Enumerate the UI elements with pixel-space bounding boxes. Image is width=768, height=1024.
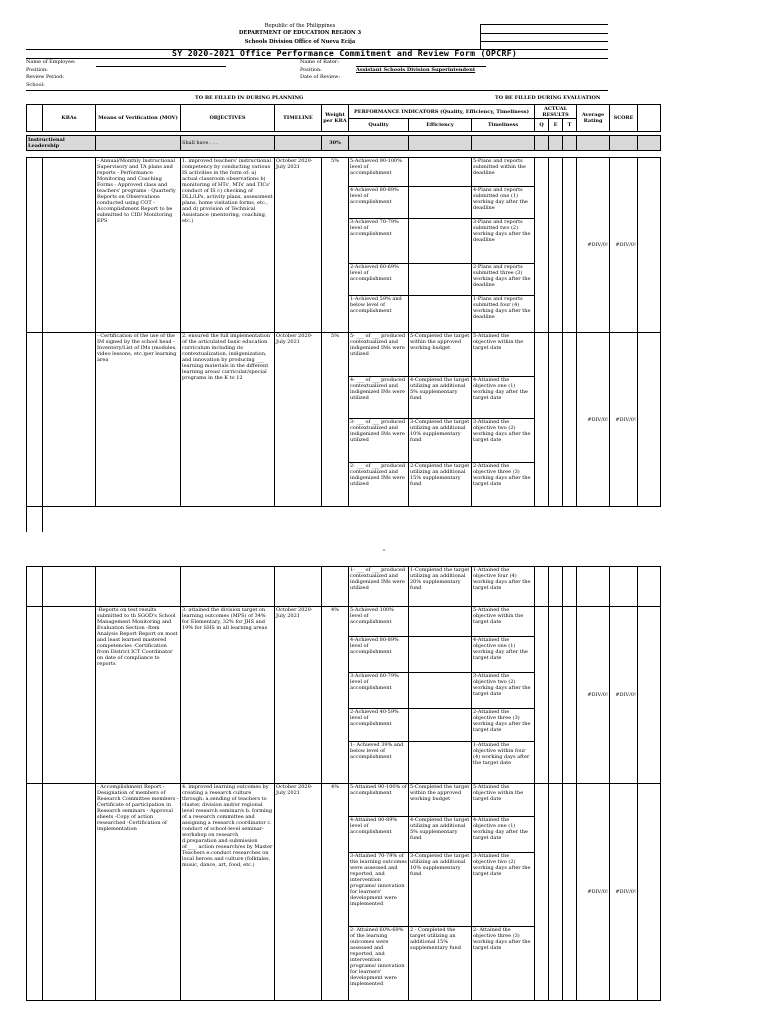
timeliness-cell: 2-Attained the objective three (3) working days after the target date: [472, 463, 535, 507]
kra-objective: Shall have . . .: [181, 136, 275, 151]
timeline-cell: October 2020-July 2021: [275, 158, 322, 333]
average-value: #DIV/0!: [577, 158, 610, 333]
quality-cell: 1- Achieved 39% and below level of accomplishment: [349, 742, 409, 784]
kra-cell: [96, 136, 181, 151]
page-marker: [383, 549, 385, 551]
col-average: Average Rating: [577, 105, 610, 132]
quality-cell: 3-Attained 70-79% of the learning outcomes were assessed and reported, and intervention programs/ innovation for learners' development were implemented: [349, 853, 409, 927]
efficiency-cell: 4-Completed the target utilizing an additional 5% supplementary fund: [409, 377, 472, 419]
mov-cell: - Accomplishment Report - Designation of members of Research Committee members - Certificate of participation in Research seminars - Approval sheets -Copy of action researched -Certification of implementation: [96, 784, 181, 1001]
employee-field[interactable]: [96, 66, 226, 67]
weight-cell: 4%: [322, 784, 349, 1001]
t-input[interactable]: [563, 567, 577, 607]
col-objectives: OBJECTIVES: [181, 105, 275, 132]
kra-cell: [638, 136, 661, 151]
quality-cell: 5- ___ of ___ produced contextualized and indigenized IMs were utilized: [349, 333, 409, 377]
form-title: SY 2020-2021 Office Performance Commitment and Review Form (OPCRF): [172, 48, 518, 58]
kra-cell: [610, 136, 638, 151]
score-value: [610, 567, 638, 607]
kra-cell: [43, 158, 96, 333]
col-mov: Means of Verification (MOV): [96, 105, 181, 132]
col-e: E: [549, 119, 563, 132]
efficiency-cell: 1-Completed the target utilizing an additional 20% supplementary fund: [409, 567, 472, 607]
average-value: #DIV/0!: [577, 333, 610, 507]
score-value: #DIV/0!: [610, 607, 638, 784]
timeliness-cell: 1-Attained the objective within four (4) working days after the target date: [472, 742, 535, 784]
kra-cell: [43, 333, 96, 507]
timeline-cell: October 2020-July 2021: [275, 333, 322, 507]
blank-cell: [638, 607, 661, 784]
objective-cell: 1. improved teachers' instructional competency by conducting various IS activities in the form of: a) actual classroom observations b) monitoring of HTs', MTs' and TICs' conduct of IS c) checking of DLL/LPs, activity plans, assessment plans, home visitation forms, etc., and d) provision of Technical Assistance (mentoring, coaching, etc.): [181, 158, 275, 333]
header-blank: [27, 105, 43, 132]
mov-cell: - Annual/Monthly Instructional Supervisory and TA plans and reports - Performance Monitoring and Coaching Forms - Approved class and teachers' programs - Quarterly Reports on Observations conducted using COT - Accomplishment Report to be submitted to CID/ Monitoring EPS: [96, 158, 181, 333]
timeliness-cell: 3-Attained the objective two (2) working days after the target date: [472, 673, 535, 709]
weight-cell: 4%: [322, 607, 349, 784]
score-value: #DIV/0!: [610, 158, 638, 333]
blank-cell: [638, 158, 661, 333]
rule: [26, 90, 608, 91]
date-review-label: Date of Review:: [300, 74, 341, 80]
kra-label: Instructional Leadership: [27, 136, 96, 151]
efficiency-cell: [409, 296, 472, 333]
kra-weight: 30%: [322, 136, 349, 151]
column-header-table: [26, 104, 661, 132]
kra-cell: [577, 136, 610, 151]
blank-cell: [638, 333, 661, 507]
blank-cell: [27, 567, 43, 607]
header-blank: [638, 105, 661, 132]
timeline-cell: October 2020-July 2021: [275, 607, 322, 784]
page-2: [0, 566, 768, 1024]
efficiency-cell: [409, 709, 472, 742]
col-timeline: TIMELINE: [275, 105, 322, 132]
efficiency-cell: [409, 264, 472, 296]
efficiency-cell: 4-Completed the target utilizing an additional 5% supplementary fund: [409, 817, 472, 853]
quality-cell: 3-Achieved 70-79% level of accomplishment: [349, 219, 409, 264]
score-value: #DIV/0!: [610, 784, 638, 1001]
division-line: Schools Division Office of Nueva Ecija: [244, 39, 356, 45]
kra-cell: [549, 136, 563, 151]
school-label: School:: [26, 82, 45, 88]
objectives-table-p1: [26, 157, 661, 507]
evaluation-heading: TO BE FILLED DURING EVALUATION: [495, 95, 601, 101]
e-input[interactable]: [549, 158, 563, 333]
rule: [480, 24, 481, 49]
col-quality: Quality: [349, 119, 409, 132]
rule: [480, 33, 608, 34]
weight-cell: [322, 567, 349, 607]
review-period-label: Review Period:: [26, 74, 64, 80]
e-input[interactable]: [549, 607, 563, 784]
kra-cell: [472, 136, 535, 151]
average-value: #DIV/0!: [577, 784, 610, 1001]
timeliness-cell: 2- Attained the objective three (3) working days after the target date: [472, 927, 535, 1001]
efficiency-cell: 5-Completed the target within the approved working budget: [409, 784, 472, 817]
republic-line: Republic of the Philippines: [264, 23, 336, 29]
q-input[interactable]: [535, 333, 549, 507]
mov-cell: [96, 567, 181, 607]
rater-position-value: Assistant Schools Division Superintendent: [356, 67, 476, 73]
average-value: #DIV/0!: [577, 607, 610, 784]
efficiency-cell: 2 - Completed the target utilizing an additional 15% supplementary fund: [409, 927, 472, 1001]
timeliness-cell: 5-Attained the objective within the target date: [472, 333, 535, 377]
e-input[interactable]: [549, 784, 563, 1001]
blank-cell: [27, 784, 43, 1001]
timeliness-cell: 4-Attained the objective one (1) working day after the target date: [472, 637, 535, 673]
objective-cell: 4. improved learning outcomes by creating a research culture through: a.sending of teachers to cluster, division and/or regional level research seminar/s b. forming of a research committee and assigning a research coordinator c. conduct of school-level seminar-workshop on research d.preparation and submission of____ action research/es by Master Teachers e.conduct researches on local heroes and culture (folktales, music, dance, art, food, etc.): [181, 784, 275, 1001]
blank-cell: [638, 784, 661, 1001]
e-input[interactable]: [549, 333, 563, 507]
kra-cell: [563, 136, 577, 151]
efficiency-cell: [409, 742, 472, 784]
rater-label: Name of Rater:: [300, 59, 339, 65]
quality-cell: 5-Achieved 90-100% level of accomplishment: [349, 158, 409, 187]
average-value: [577, 567, 610, 607]
col-score: SCORE: [610, 105, 638, 132]
position-label: Position:: [26, 67, 48, 73]
objective-cell: 3. attained the division target on learning outcomes (MPS) of 34% for Elementary, 32% for JHS and 19% for SHS in all learning areas: [181, 607, 275, 784]
efficiency-cell: [409, 219, 472, 264]
col-perf-indicators: PERFORMANCE INDICATORS (Quality, Efficiency, Timeliness): [349, 105, 535, 119]
rule: [26, 505, 27, 532]
rater-position-label: Position:: [300, 67, 322, 73]
kra-cell: [43, 784, 96, 1001]
quality-cell: 2-Achieved 40-59% level of accomplishment: [349, 709, 409, 742]
col-efficiency: Efficiency: [409, 119, 472, 132]
rule: [480, 41, 608, 42]
efficiency-cell: 5-Completed the target within the approved working budget: [409, 333, 472, 377]
t-input[interactable]: [563, 158, 577, 333]
blank-cell: [27, 333, 43, 507]
quality-cell: 1-Achieved 59% and below level of accomplishment: [349, 296, 409, 333]
timeliness-cell: 1-Plans and reports submitted four (4) working days after the deadline: [472, 296, 535, 333]
rule: [480, 24, 608, 25]
quality-cell: 4-Achieved 80-89% level of accomplishment: [349, 187, 409, 219]
col-weight: Weight per KRA: [322, 105, 349, 132]
kra-cell: [43, 567, 96, 607]
timeliness-cell: 2-Attained the objective three (3) working days after the target date: [472, 709, 535, 742]
timeliness-cell: 4-Plans and reports submitted one (1) working day after the deadline: [472, 187, 535, 219]
quality-cell: 3- ___ of ___ produced contextualized and indigenized IMs were utilized: [349, 419, 409, 463]
quality-cell: 4-Achieved 80-89% level of accomplishment: [349, 637, 409, 673]
q-input[interactable]: [535, 607, 549, 784]
col-t: T: [563, 119, 577, 132]
timeliness-cell: 2-Plans and reports submitted three (3) working days after the deadline: [472, 264, 535, 296]
objectives-table-p2: [26, 566, 661, 1001]
timeliness-cell: 5-Plans and reports submitted within the deadline: [472, 158, 535, 187]
kra-cell: [535, 136, 549, 151]
q-input[interactable]: [535, 784, 549, 1001]
employee-label: Name of Employee:: [26, 59, 76, 65]
kra-cell: [349, 136, 409, 151]
timeliness-cell: 3-Attained the objective two (2) working days after the target date: [472, 419, 535, 463]
rule: [42, 505, 43, 532]
efficiency-cell: 3-Completed the target utilizing an additional 10% supplementary fund: [409, 419, 472, 463]
quality-cell: 4- ___ of ___ produced contextualized and indigenized IMs were utilized: [349, 377, 409, 419]
mov-cell: - Certification of the use of the IM signed by the school head - Inventory/List of IMs (modules, video lessons, etc.)per learning area: [96, 333, 181, 507]
t-input[interactable]: [563, 784, 577, 1001]
efficiency-cell: [409, 607, 472, 637]
efficiency-cell: [409, 637, 472, 673]
quality-cell: 4-Attained 80-89% level of accomplishment: [349, 817, 409, 853]
mov-cell: -Reports on test results submitted to th SGOD's School Management Monitoring and Evaluation Section -Item Analysis Report Report on most and least learned mastered competencies -Certification from District ICT Coordinator on date of compliance to reports: [96, 607, 181, 784]
col-q: Q: [535, 119, 549, 132]
kra-row-table: [26, 135, 661, 151]
blank-cell: [638, 567, 661, 607]
q-input[interactable]: [535, 158, 549, 333]
quality-cell: 5-Attained 90-100% of accomplishment: [349, 784, 409, 817]
weight-cell: 5%: [322, 158, 349, 333]
timeliness-cell: 5-Attained the objective within the target date: [472, 607, 535, 637]
e-input[interactable]: [549, 567, 563, 607]
timeliness-cell: 4-Attained the objective one (1) working day after the target date: [472, 817, 535, 853]
kra-cell: [43, 607, 96, 784]
q-input[interactable]: [535, 567, 549, 607]
score-value: #DIV/0!: [610, 333, 638, 507]
blank-cell: [27, 158, 43, 333]
department-line: DEPARTMENT OF EDUCATION REGION 3: [238, 30, 362, 36]
efficiency-cell: [409, 187, 472, 219]
quality-cell: 2-Achieved 60-69% level of accomplishment: [349, 264, 409, 296]
col-kras: KRAs: [43, 105, 96, 132]
quality-cell: 2- ___ of ___ produced contextualized and indigenized IMs were utilized: [349, 463, 409, 507]
efficiency-cell: 3-Completed the target utilizing an additional 10% supplementary fund: [409, 853, 472, 927]
efficiency-cell: 2-Completed the target utilizing an additional 15% supplementary fund: [409, 463, 472, 507]
objective-cell: 2. ensured the full implementation of the articulated basic education curriculum including its contextualization, indigenization, and innovation by producing ___ learning materials in the different learning areas/ curricular/special programs in the K to 12: [181, 333, 275, 507]
t-input[interactable]: [563, 607, 577, 784]
kra-cell: [275, 136, 322, 151]
timeline-cell: [275, 567, 322, 607]
quality-cell: 3-Achieved 60-79% level of accomplishment: [349, 673, 409, 709]
timeliness-cell: 5-Attained the objective within the target date: [472, 784, 535, 817]
efficiency-cell: [409, 158, 472, 187]
weight-cell: 5%: [322, 333, 349, 507]
quality-cell: 1- ___ of ___ produced contextualized and indigenized IMs were utilized: [349, 567, 409, 607]
col-actual-results: ACTUAL RESULTS: [535, 105, 577, 119]
efficiency-cell: [409, 673, 472, 709]
t-input[interactable]: [563, 333, 577, 507]
timeline-cell: October 2020-July 2021: [275, 784, 322, 1001]
timeliness-cell: 4-Attained the objective one (1) working day after the target date: [472, 377, 535, 419]
blank-cell: [27, 607, 43, 784]
timeliness-cell: 3-Plans and reports submitted two (2) working days after the deadline: [472, 219, 535, 264]
timeliness-cell: 3-Attained the objective two (2) working days after the target date: [472, 853, 535, 927]
timeliness-cell: 1-Attained the objective four (4) working days after the target date: [472, 567, 535, 607]
kra-cell: [409, 136, 472, 151]
col-timeliness: Timeliness: [472, 119, 535, 132]
quality-cell: 5-Achieved 100% level of accomplishment: [349, 607, 409, 637]
quality-cell: 2- Attained 60%-69% of the learning outcomes were assessed and reported, and intervention programs/ innovation for learners' development were implemented: [349, 927, 409, 1001]
planning-heading: TO BE FILLED IN DURING PLANNING: [195, 95, 304, 101]
objective-cell: [181, 567, 275, 607]
